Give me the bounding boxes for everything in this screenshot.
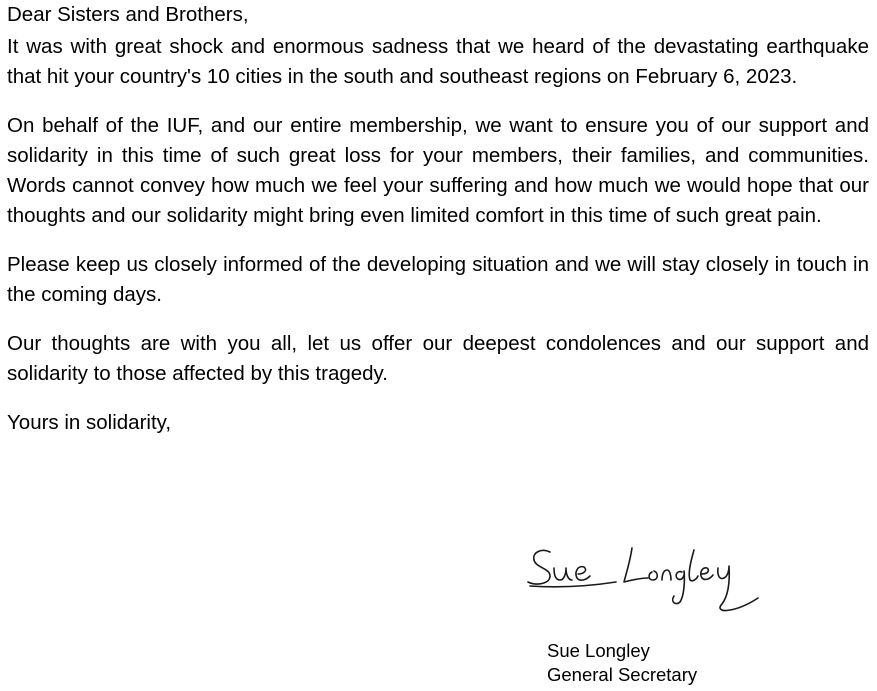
salutation: Dear Sisters and Brothers, bbox=[7, 3, 249, 26]
paragraph-4: Our thoughts are with you all, let us offer our deepest condolences and our support and solidarity to those affected by this tragedy. bbox=[7, 332, 869, 385]
signatory-name: Sue Longley bbox=[547, 640, 650, 661]
letter-body bbox=[7, 0, 869, 438]
handwritten-signature bbox=[520, 538, 765, 618]
closing: Yours in solidarity, bbox=[7, 411, 172, 434]
signatory-title: General Secretary bbox=[547, 664, 698, 685]
paragraph-1: It was with great shock and enormous sadness that we heard of the devastating earthquake that hit your country's 10 cities in the south and southeast regions on February 6, 2023. bbox=[7, 35, 869, 88]
paragraph-3: Please keep us closely informed of the developing situation and we will stay closely in touch in the coming days. bbox=[7, 253, 869, 306]
signatory bbox=[547, 639, 697, 687]
paragraph-2: On behalf of the IUF, and our entire membership, we want to ensure you of our support and solidarity in this time of such great loss for your members, their families, and communities. Words cannot convey how much we feel your suffering and how much we would hope that our thoughts and our solidarity might bring even limited comfort in this time of such great pain. bbox=[7, 114, 869, 227]
